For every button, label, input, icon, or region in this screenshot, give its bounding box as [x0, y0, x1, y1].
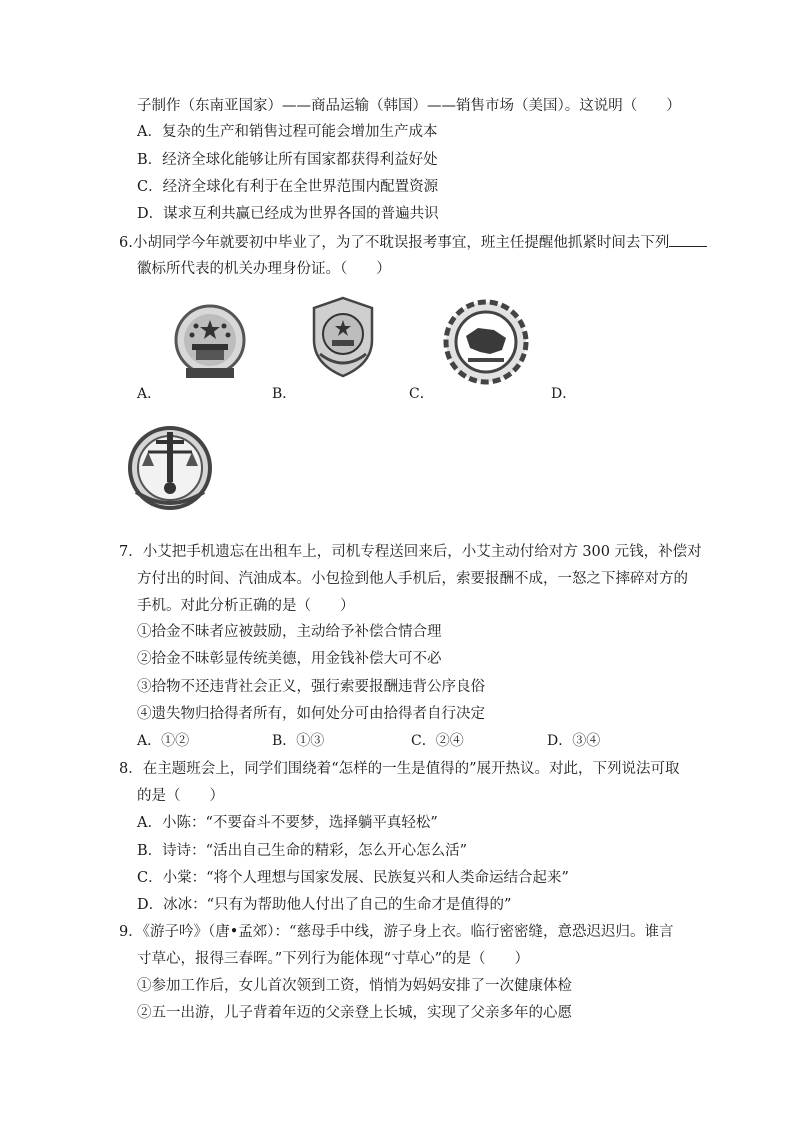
q5-stem-tail: 子制作（东南亚国家）——商品运输（韩国）——销售市场（美国）。这说明（ ） [137, 98, 681, 114]
police-emblem-icon [306, 294, 380, 380]
q7-line-2: 方付出的时间、汽油成本。小包捡到他人手机后，索要报酬不成，一怒之下摔碎对方的 [137, 571, 688, 587]
q5-option-a: A．复杂的生产和销售过程可能会增加生产成本 [137, 124, 438, 140]
q7-line-3: 手机。对此分析正确的是（ ） [137, 598, 355, 614]
q7-item-1: ①拾金不昧者应被鼓励，主动给予补偿合情合理 [137, 624, 442, 640]
q5-option-c: C．经济全球化有利于在全世界范围内配置资源 [137, 179, 439, 195]
q7-item-2: ②拾金不昧彰显传统美德，用金钱补偿大可不必 [137, 651, 442, 667]
gear-emblem-icon [436, 298, 536, 386]
q8-option-b: B．诗诗：“活出自己生命的精彩，怎么开心怎么活” [137, 843, 467, 859]
q5-option-b: B．经济全球化能够让所有国家都获得利益好处 [137, 152, 438, 168]
q9-line-1: 9．《游子吟》（唐•孟郊）：“慈母手中线，游子身上衣。临行密密缝，意恐迟迟归。谁言 [119, 924, 674, 940]
q7-item-4: ④遗失物归拾得者所有，如何处分可由拾得者自行决定 [137, 706, 485, 722]
q6-label-a: A． [137, 386, 162, 402]
q8-option-d: D．冰冰：“只有为帮助他人付出了自己的生命才是值得的” [137, 897, 512, 913]
q6-label-c: C． [409, 386, 434, 402]
q6-label-d: D． [551, 386, 577, 402]
q9-item-1: ①参加工作后，女儿首次领到工资，悄悄为妈妈安排了一次健康体检 [137, 978, 572, 994]
q9-item-2: ②五一出游，儿子背着年迈的父亲登上长城，实现了父亲多年的心愿 [137, 1005, 572, 1021]
q8-line-2: 的是（ ） [137, 788, 224, 804]
answer-blank [669, 232, 707, 247]
court-emblem-icon [124, 422, 216, 512]
q6-line-2: 徽标所代表的机关办理身份证。（ ） [137, 261, 391, 277]
q9-line-2: 寸草心，报得三春晖。”下列行为能体现“寸草心”的是（ ） [137, 951, 529, 967]
q7-option-b: B．①③ [272, 733, 325, 749]
q7-option-a: A．①② [137, 733, 190, 749]
q8-option-a: A．小陈：“不要奋斗不要梦，选择躺平真轻松” [137, 815, 438, 831]
national-emblem-icon [172, 300, 248, 384]
q8-line-1: 8．在主题班会上，同学们围绕着“怎样的一生是值得的”展开热议。对此，下列说法可取 [119, 761, 680, 777]
q7-item-3: ③拾物不还违背社会正义，强行索要报酬违背公序良俗 [137, 679, 485, 695]
q8-option-c: C．小棠：“将个人理想与国家发展、民族复兴和人类命运结合起来” [137, 870, 569, 886]
q6-line-1: 6.小胡同学今年就要初中毕业了，为了不耽误报考事宜，班主任提醒他抓紧时间去下列 [119, 232, 707, 253]
q6-label-b: B． [272, 386, 297, 402]
q7-option-c: C．②④ [411, 733, 464, 749]
q7-line-1: 7．小艾把手机遗忘在出租车上，司机专程送回来后，小艾主动付给对方 300 元钱，补偿对 [119, 544, 702, 560]
q5-option-d: D．谋求互利共赢已经成为世界各国的普遍共识 [137, 206, 439, 222]
q7-option-d: D．③④ [547, 733, 601, 749]
